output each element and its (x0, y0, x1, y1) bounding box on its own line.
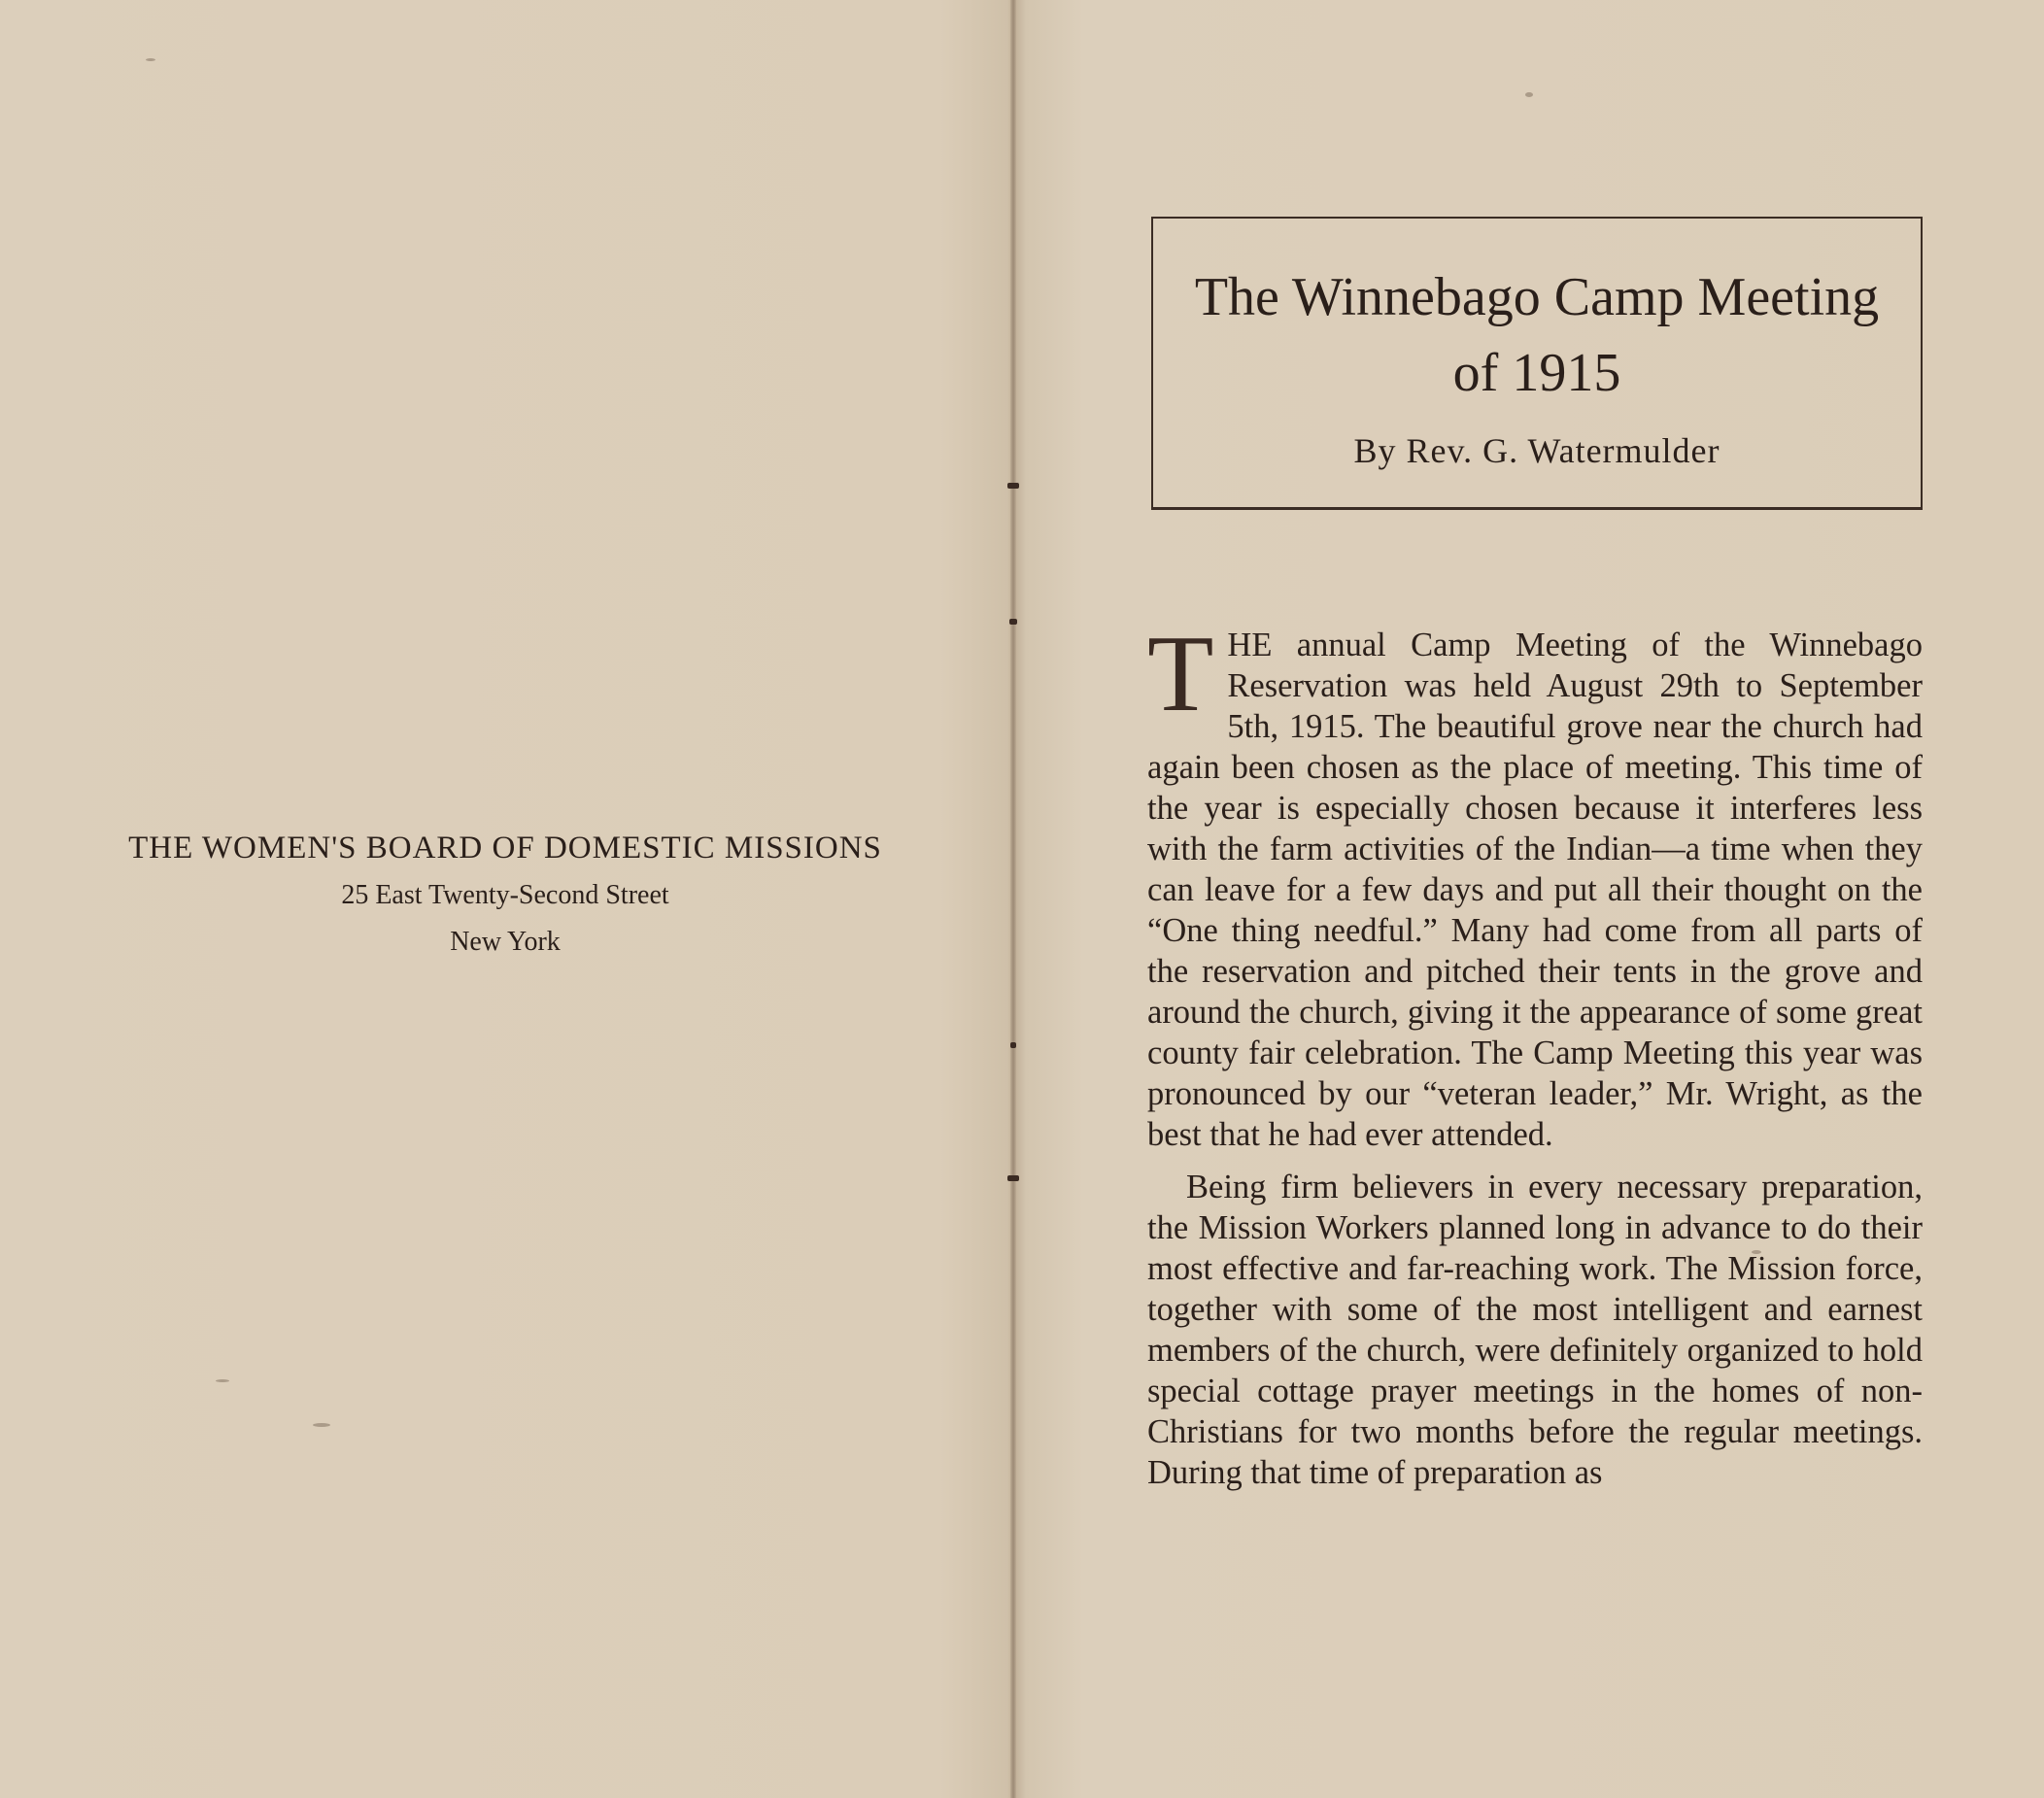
publisher-city: New York (450, 927, 561, 957)
paragraph-1 (1147, 614, 1923, 1155)
title-box (1151, 217, 1923, 510)
paper-speck (146, 58, 155, 61)
publisher-block (0, 831, 1010, 958)
left-page (0, 0, 1010, 1798)
paragraph-1-text: HE annual Camp Meeting of the Winnebago Reservation was held August 29th to September 5th, 1915. The beautiful grove near the church had again been chosen as the place of meeting. This time of the year is especially chosen because it interferes less with the farm activities of the Indian—a time when they can leave for a few days and put all their thought on the “One thing needful.” Many had come from all parts of the reservation and pitched their tents in the grove and around the church, giving it the appearance of some great county fair celebration. The Camp Meeting this year was pronounced by our “veteran leader,” Mr. Wright, as the best that he had ever attended. (1147, 627, 1923, 1153)
article-body (1147, 614, 1923, 1493)
paper-speck (1525, 92, 1533, 97)
paper-speck (216, 1379, 229, 1382)
paragraph-2: Being firm believers in every necessary preparation, the Mission Workers planned long in advance to do their most effective and far-reaching work. The Mission force, together with some of the most intelligent and earnest members of the church, were definitely organized to hold special cottage prayer meetings in the homes of non-Christians for two months before the regular meetings. During that time of preparation as (1147, 1169, 1923, 1491)
drop-cap: T (1147, 614, 1214, 734)
paper-speck (313, 1423, 330, 1427)
publisher-address: 25 East Twenty-Second Street (341, 880, 669, 910)
publisher-name: THE WOMEN'S BOARD OF DOMESTIC MISSIONS (128, 831, 882, 865)
paper-speck (1752, 1250, 1761, 1254)
article-byline: By Rev. G. Watermulder (1353, 431, 1720, 470)
article-title: The Winnebago Camp Meeting of 1915 (1194, 267, 1880, 403)
